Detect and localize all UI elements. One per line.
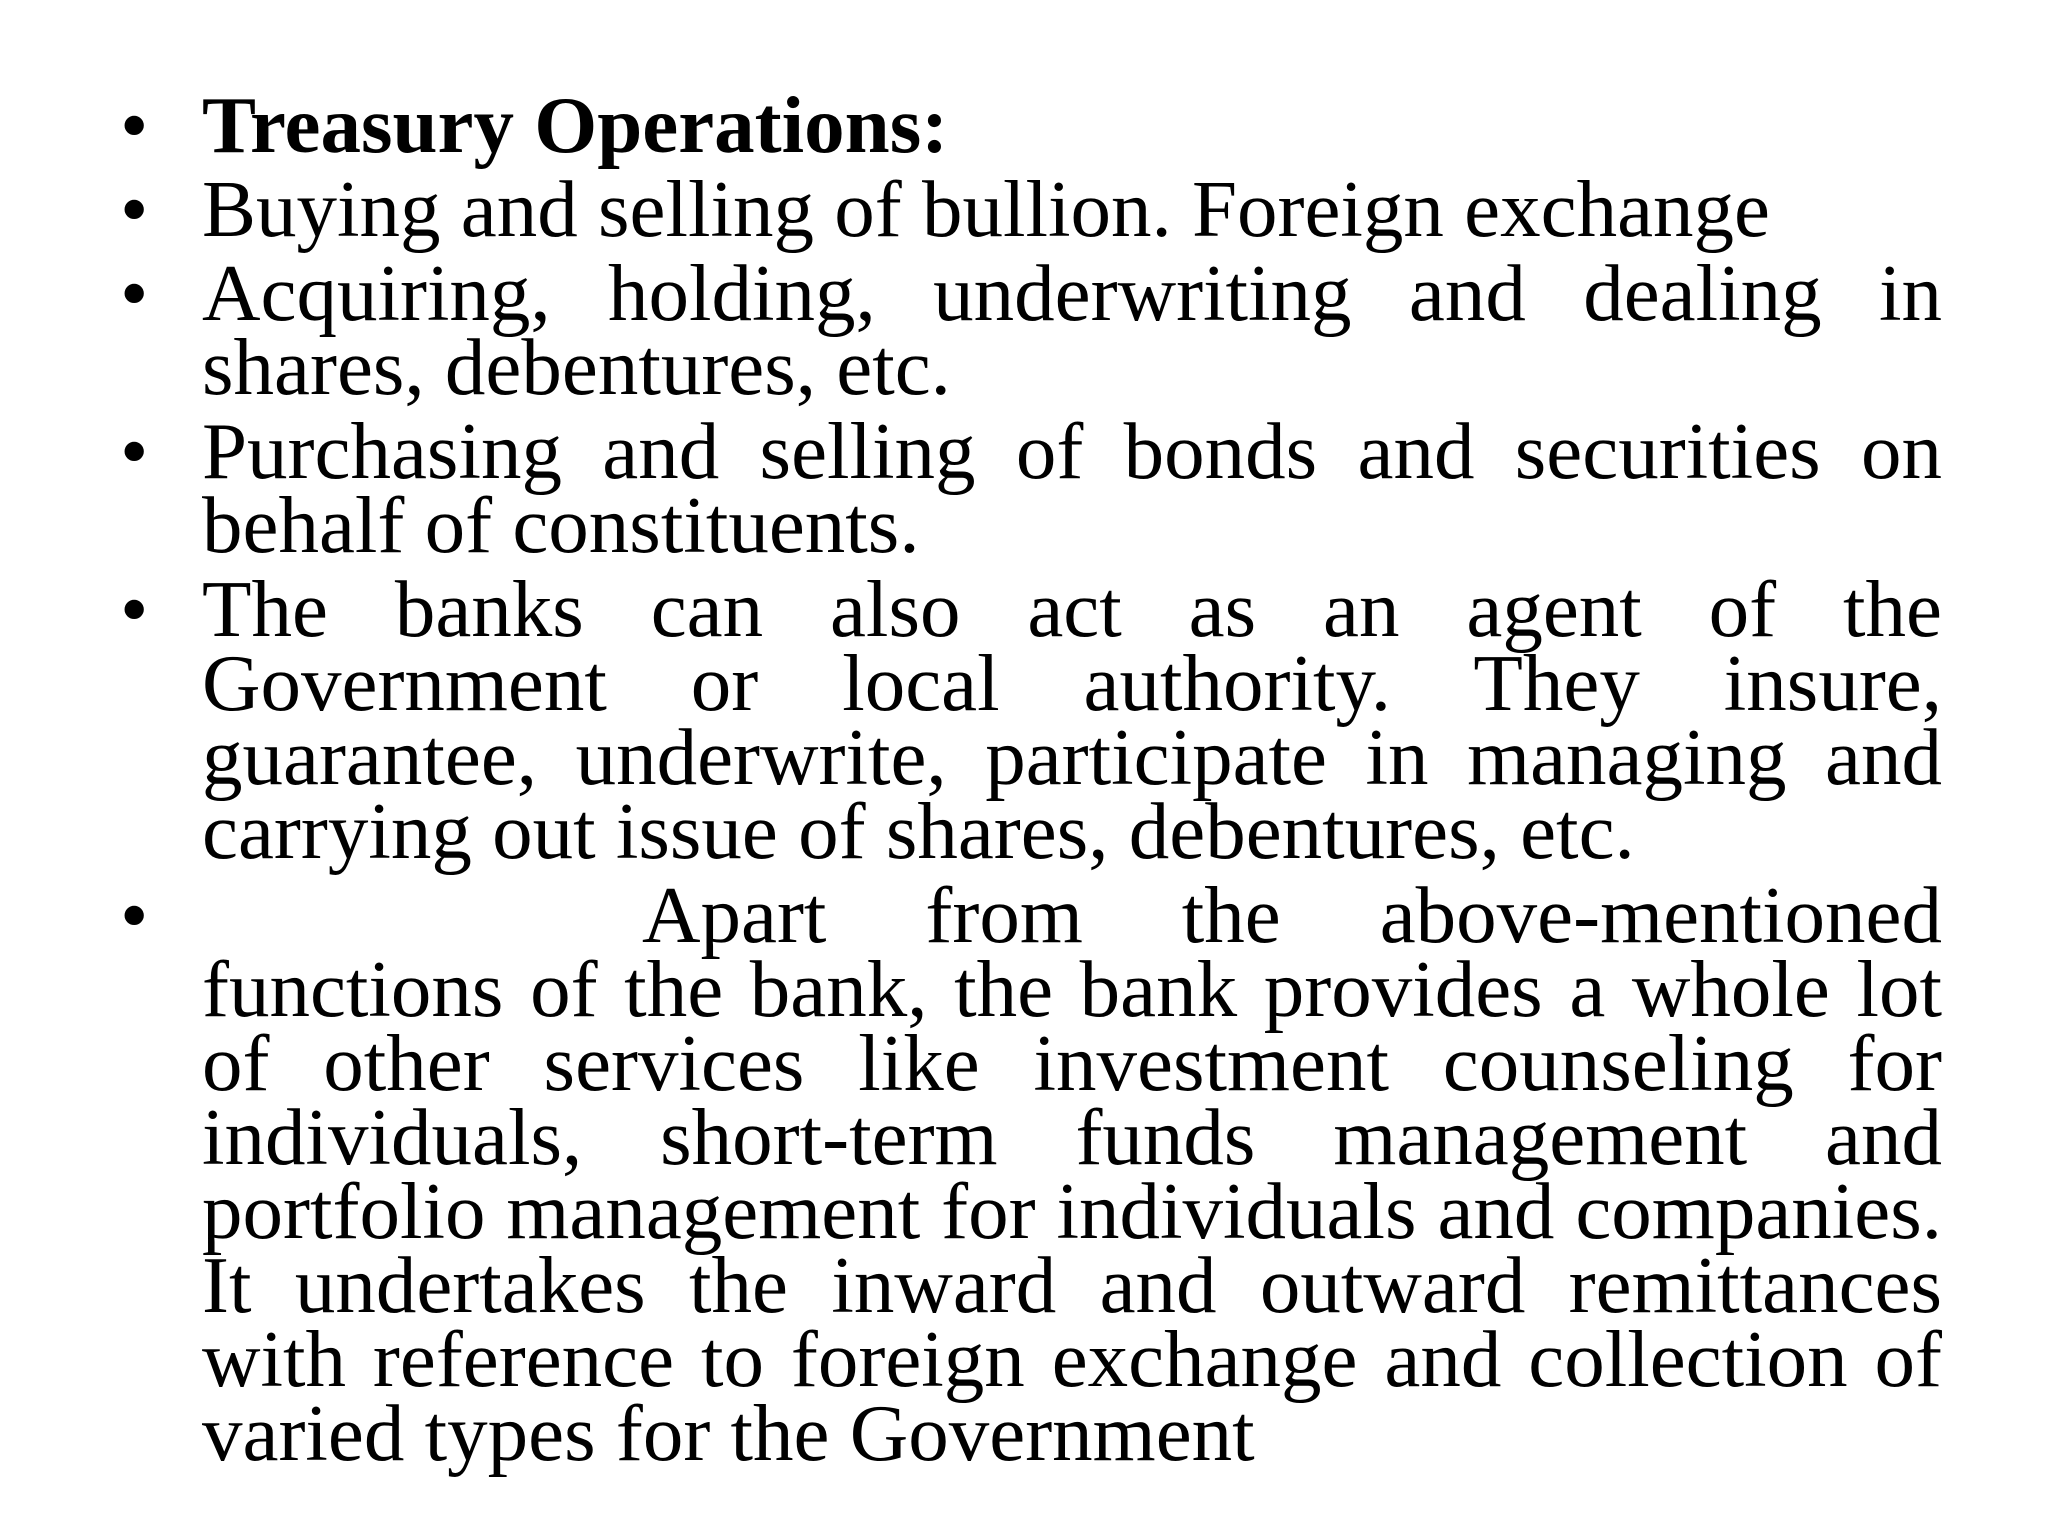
- bullet-icon: •: [120, 406, 149, 496]
- bullet-item-agent: [120, 564, 1942, 876]
- bullet-item-shares: [120, 248, 1942, 412]
- bullet-icon: •: [120, 248, 149, 338]
- bullet-icon: •: [120, 164, 149, 254]
- bullet-item-treasury-operations: [120, 80, 1942, 170]
- bullet-text: Purchasing and selling of bonds and securities on behalf of constituents.: [202, 406, 1942, 570]
- bullet-icon: •: [120, 564, 149, 654]
- bullet-text: Acquiring, holding, underwriting and dealing in shares, debentures, etc.: [202, 248, 1942, 412]
- bullet-item-other-services: [120, 870, 1942, 1478]
- bullet-icon: •: [120, 870, 149, 960]
- bullet-heading: Treasury Operations:: [202, 80, 949, 170]
- bullet-text: The banks can also act as an agent of the Government or local authority. They insure, guarantee, underwrite, participate in managing and carrying out issue of shares, debentures, etc.: [202, 564, 1942, 876]
- bullet-text: Buying and selling of bullion. Foreign exchange: [202, 164, 1770, 254]
- bullet-text: Apart from the above-mentioned functions of the bank, the bank provides a whole lot of other services like investment counseling for individuals, short-term funds management and portfolio management for individuals and companies. It undertakes the inward and outward remittances with reference to foreign exchange and collection of varied types for the Government: [202, 870, 1942, 1478]
- bullet-icon: •: [120, 80, 149, 170]
- bullet-item-bonds: [120, 406, 1942, 570]
- bullet-item-bullion: [120, 164, 1942, 254]
- bullet-list: [120, 80, 1942, 1480]
